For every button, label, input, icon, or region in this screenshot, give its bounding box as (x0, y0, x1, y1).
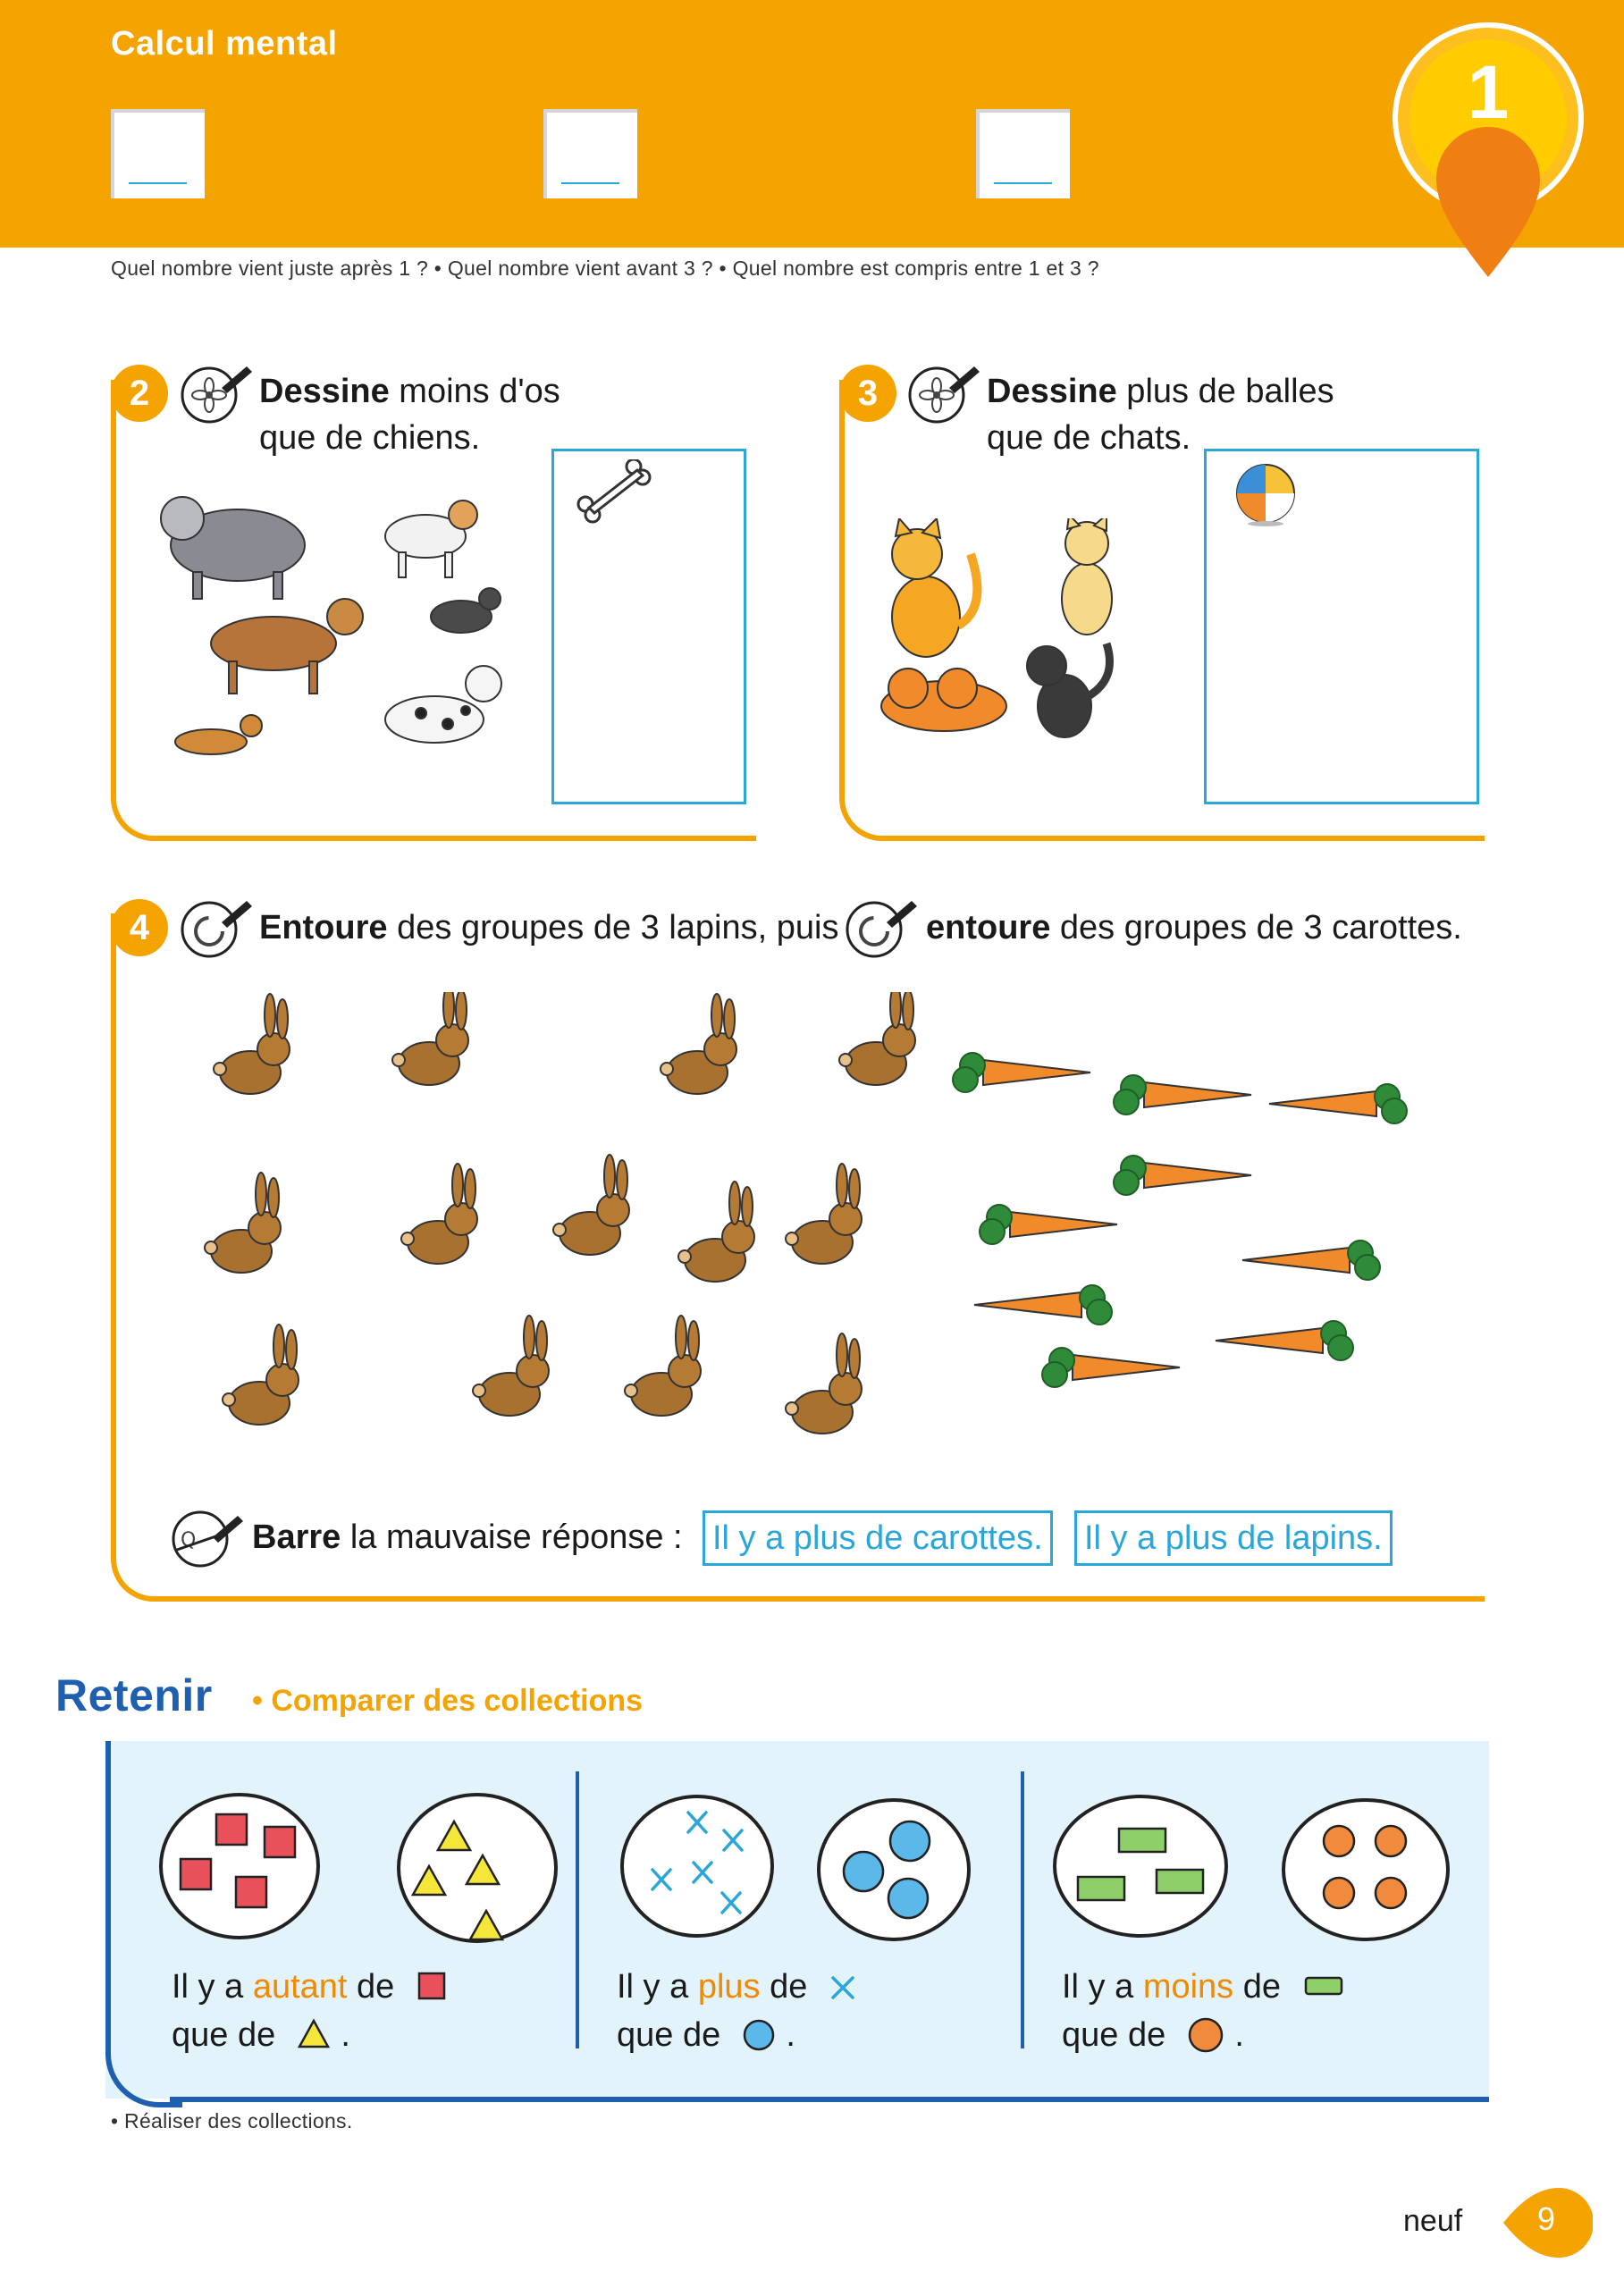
col2-keyword: plus (697, 1968, 761, 2006)
exercise-4-barre-verb: Barre (252, 1518, 341, 1556)
rabbit-icon (786, 1333, 862, 1434)
carrot-icon (1242, 1241, 1380, 1280)
dog-icon (385, 500, 477, 577)
page-word: neuf (1403, 2204, 1463, 2238)
triangle-icon (296, 2017, 332, 2049)
carrot-icon (974, 1285, 1112, 1325)
carrot-icon (980, 1205, 1117, 1244)
cat-icon (1027, 644, 1110, 737)
dog-icon (175, 715, 262, 754)
col1-prefix: Il y a (172, 1968, 253, 2006)
rabbit-icon (223, 1325, 299, 1425)
exercise-4-instruction (259, 904, 838, 951)
exercise-4-barre-instruction (252, 1514, 683, 1560)
rabbit-icon (473, 1316, 549, 1416)
strike-pencil-icon (170, 1507, 247, 1569)
retenir-border-bottom (170, 2097, 1489, 2102)
col2-suffix: de (760, 1968, 808, 2006)
bone-icon (576, 459, 653, 524)
exercise-3-verb: Dessine (987, 373, 1117, 410)
rabbit-icon (392, 992, 468, 1085)
exercise-4-barre-text: la mauvaise réponse : (341, 1518, 683, 1556)
circle-pencil-icon (844, 896, 921, 958)
square-icon (417, 1971, 447, 2001)
cat-icon (881, 669, 1006, 731)
retenir-subtitle: • Comparer des collections (252, 1684, 644, 1718)
exercise-4-number: 4 (111, 899, 168, 956)
exercise-4-instruction-2 (926, 904, 1462, 951)
dog-icon (385, 666, 501, 743)
rabbit-icon (786, 1164, 862, 1264)
col3-keyword: moins (1142, 1968, 1234, 2006)
answer-box-1[interactable] (111, 109, 205, 198)
exercise-2-line2: que de chiens. (259, 419, 481, 457)
collections-less (1051, 1788, 1462, 1966)
pencil-flower-icon (179, 361, 256, 424)
retenir-col3-text (1062, 1963, 1344, 2059)
circle-pencil-icon (179, 896, 256, 958)
mental-math-questions: Quel nombre vient juste après 1 ? • Quel nombre vient avant 3 ? • Quel nombre est compris entre 1 et 3 ? (111, 257, 1099, 280)
mental-math-title: Calcul mental (111, 25, 338, 63)
exercise-3-text: plus de balles (1116, 373, 1334, 410)
col1-end: . (341, 2016, 350, 2054)
cats-illustration (872, 518, 1140, 764)
dog-icon (211, 599, 363, 694)
exercise-4-text-1: des groupes de 3 lapins, puis (387, 909, 839, 946)
rabbit-icon (661, 994, 736, 1094)
retenir-title: Retenir (55, 1670, 213, 1720)
exercise-2-number: 2 (111, 365, 168, 422)
col1-keyword: autant (252, 1968, 348, 2006)
exercise-3-line2: que de chats. (987, 419, 1191, 457)
rabbit-icon (625, 1316, 701, 1416)
col2-line2: que de (617, 2016, 721, 2054)
col2-prefix: Il y a (617, 1968, 698, 2006)
ball-icon (1233, 463, 1298, 527)
dog-icon (431, 588, 501, 633)
retenir-col1-text (172, 1963, 447, 2059)
column-divider (1021, 1771, 1024, 2048)
answer-option-lapins[interactable]: Il y a plus de lapins. (1074, 1510, 1393, 1566)
green-rectangle-icon (1303, 1974, 1344, 1998)
col1-line2: que de (172, 2016, 276, 2054)
carrot-icon (1216, 1321, 1353, 1360)
rabbit-icon (553, 1155, 629, 1255)
rabbit-icon (205, 1173, 281, 1273)
exercise-3-number: 3 (839, 365, 896, 422)
answer-option-carottes[interactable]: Il y a plus de carottes. (703, 1510, 1053, 1566)
rabbit-icon (678, 1182, 754, 1282)
exercise-4-verb-1: Entoure (259, 909, 388, 946)
cat-icon (892, 518, 977, 657)
svg-text:Q: Q (181, 1529, 197, 1552)
col3-suffix: de (1233, 1968, 1282, 2006)
retenir-col2-text (617, 1963, 856, 2059)
carrot-icon (1114, 1156, 1251, 1195)
page-number: 9 (1536, 2200, 1556, 2237)
carrot-icon (1042, 1348, 1180, 1387)
carrots-illustration[interactable] (947, 1037, 1448, 1412)
exercise-3-instruction (987, 368, 1334, 461)
footer-note: • Réaliser des collections. (111, 2109, 353, 2132)
col3-line2: que de (1062, 2016, 1166, 2054)
carrot-icon (1269, 1084, 1407, 1123)
rabbit-icon (401, 1164, 477, 1264)
cross-icon (829, 1974, 856, 2001)
carrot-icon (953, 1053, 1090, 1092)
orange-circle-icon (1186, 2015, 1225, 2055)
unit-number: 1 (1467, 50, 1510, 134)
col2-end: . (786, 2016, 795, 2054)
pencil-flower-icon (906, 361, 983, 424)
rabbit-icon (214, 994, 290, 1094)
dogs-illustration (157, 483, 524, 778)
answer-box-2[interactable] (543, 109, 637, 198)
col3-end: . (1234, 2016, 1244, 2054)
blue-circle-icon (741, 2017, 777, 2053)
retenir-border (105, 1741, 111, 2056)
collections-more (617, 1788, 992, 1966)
answer-box-3[interactable] (976, 109, 1070, 198)
col3-prefix: Il y a (1062, 1968, 1143, 2006)
exercise-4-text-2: des groupes de 3 carottes. (1050, 909, 1462, 946)
exercise-2-text: moins d'os (389, 373, 560, 410)
collections-equal (154, 1788, 618, 1966)
dog-icon (161, 497, 305, 599)
cat-icon (1062, 518, 1112, 635)
rabbit-icon (839, 992, 915, 1085)
exercise-4-verb-2: entoure (926, 909, 1051, 946)
exercise-2-instruction (259, 368, 560, 461)
carrot-icon (1114, 1075, 1251, 1115)
exercise-2-verb: Dessine (259, 373, 390, 410)
rabbits-illustration[interactable] (197, 992, 930, 1457)
col1-suffix: de (347, 1968, 395, 2006)
